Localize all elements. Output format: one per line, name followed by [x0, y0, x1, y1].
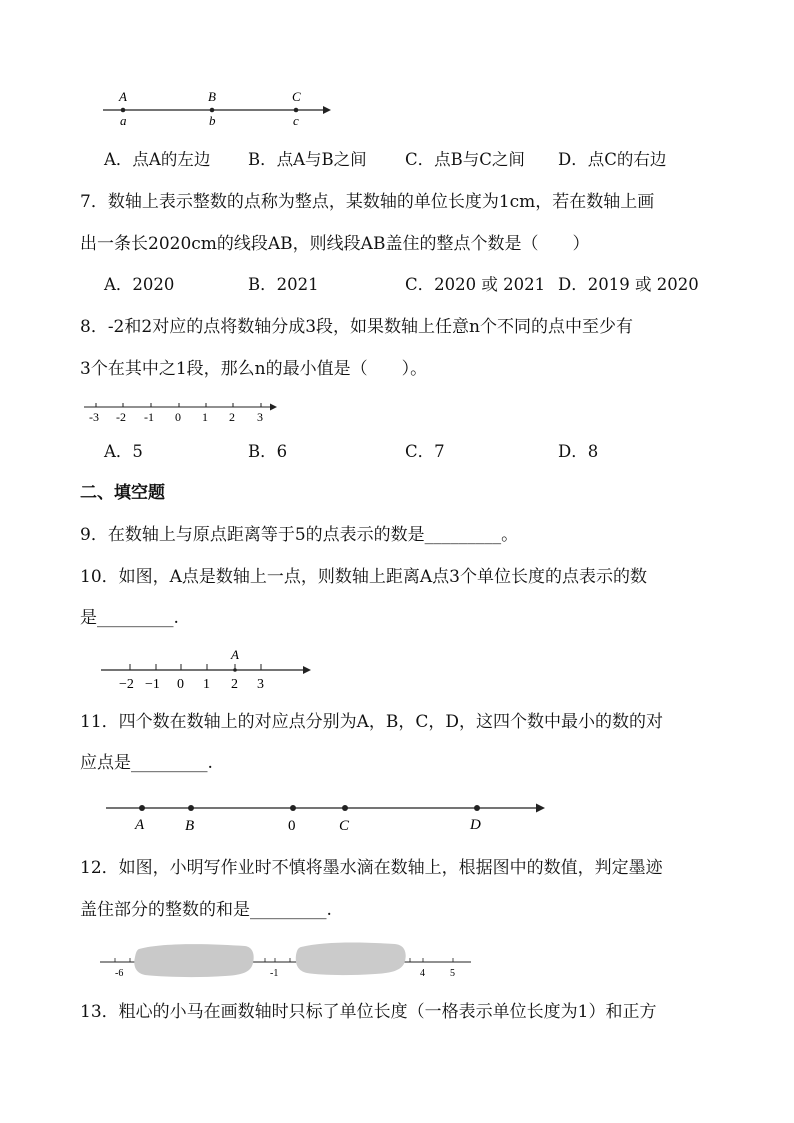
point-a	[233, 668, 237, 672]
section-title: 二、填空题	[80, 483, 165, 503]
ink-blot-right	[296, 942, 406, 975]
tick-4: 4	[420, 968, 425, 979]
label-A: A	[231, 647, 239, 662]
q11-line-2: 应点是_________.	[80, 753, 213, 773]
q11-line-1: 11．四个数在数轴上的对应点分别为A，B，C，D，这四个数中最小的数的对	[80, 712, 664, 732]
label-a: a	[120, 113, 127, 128]
tick-neg1: -1	[270, 968, 279, 979]
tick-2: 2	[229, 410, 235, 424]
point-b	[210, 108, 215, 113]
tick-5: 5	[450, 968, 455, 979]
label-A: A	[119, 89, 127, 104]
point-0	[290, 805, 296, 811]
q10-line-2: 是_________.	[80, 608, 179, 628]
q6-option-b: B．点A与B之间	[248, 150, 367, 169]
q6-option-a: A．点A的左边	[104, 150, 211, 169]
tick-1: 1	[202, 410, 208, 424]
tick-neg1: -1	[144, 410, 154, 424]
tick-3: 3	[257, 677, 264, 691]
q8-option-c: C．7	[405, 442, 445, 461]
tick-2: 2	[231, 677, 238, 691]
tick-neg2: −2	[119, 677, 134, 691]
q11-number-line-figure	[100, 795, 550, 835]
q7-option-c: C．2020 或 2021	[405, 275, 546, 294]
q8-option-b: B．6	[248, 442, 288, 461]
q6-number-line-figure	[95, 88, 335, 130]
q8-option-d: D．8	[558, 442, 599, 461]
tick-3: 3	[257, 410, 263, 424]
label-B: B	[185, 818, 195, 834]
tick-neg6: -6	[115, 968, 124, 979]
label-C: C	[292, 89, 301, 104]
q12-line-1: 12．如图，小明写作业时不慎将墨水滴在数轴上，根据图中的数值，判定墨迹	[80, 858, 663, 878]
point-c	[294, 108, 299, 113]
q7-option-b: B．2021	[248, 275, 319, 294]
q7-option-d: D．2019 或 2020	[558, 275, 699, 294]
q8-line-1: 8．-2和2对应的点将数轴分成3段，如果数轴上任意n个不同的点中至少有	[80, 317, 633, 337]
q6-option-d: D．点C的右边	[558, 150, 667, 169]
q10-line-1: 10．如图，A点是数轴上一点，则数轴上距离A点3个单位长度的点表示的数	[80, 567, 648, 587]
q6-option-c: C．点B与C之间	[405, 150, 525, 169]
q8-option-a: A．5	[104, 442, 143, 461]
point-a	[139, 805, 145, 811]
q7-line-2: 出一条长2020cm的线段AB，则线段AB盖住的整点个数是（ ）	[80, 234, 590, 254]
label-B: B	[208, 89, 216, 104]
point-c	[342, 805, 348, 811]
label-0: 0	[288, 818, 296, 834]
point-b	[188, 805, 194, 811]
point-a	[121, 108, 126, 113]
q8-line-2: 3个在其中之1段，那么n的最小值是（ ）。	[80, 359, 428, 379]
label-c: c	[293, 113, 299, 128]
label-A: A	[135, 817, 145, 833]
tick-0: 0	[175, 410, 181, 424]
q7-line-1: 7．数轴上表示整数的点称为整点，某数轴的单位长度为1cm，若在数轴上画	[80, 192, 655, 212]
q12-number-line-figure	[95, 935, 480, 987]
q8-number-line-figure	[80, 398, 280, 426]
q10-number-line-figure	[95, 643, 315, 691]
point-d	[474, 805, 480, 811]
tick-neg2: -2	[116, 410, 126, 424]
ink-blot-left	[134, 944, 253, 977]
tick-1: 1	[203, 677, 210, 691]
tick-neg1: −1	[145, 677, 160, 691]
tick-0: 0	[177, 677, 184, 691]
label-b: b	[209, 113, 216, 128]
q9-line: 9．在数轴上与原点距离等于5的点表示的数是_________。	[80, 525, 519, 545]
label-C: C	[339, 818, 350, 834]
q13-line-1: 13．粗心的小马在画数轴时只标了单位长度（一格表示单位长度为1）和正方	[80, 1002, 657, 1022]
q7-option-a: A．2020	[104, 275, 175, 294]
label-D: D	[470, 817, 481, 833]
q12-line-2: 盖住部分的整数的和是_________.	[80, 900, 332, 920]
tick-neg3: -3	[89, 410, 99, 424]
